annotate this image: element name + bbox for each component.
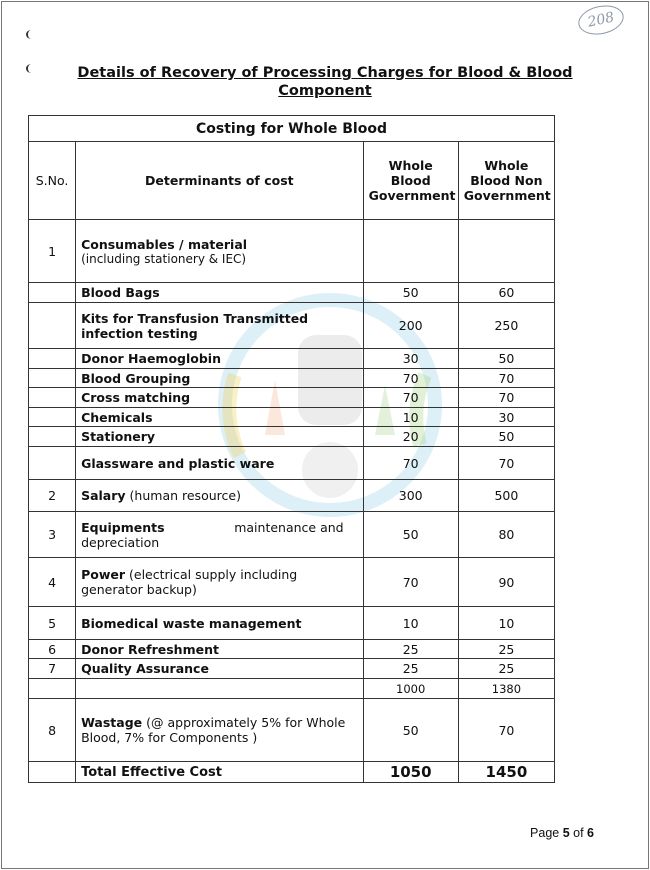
table-row: [29, 659, 555, 679]
row-gov-value: 20: [363, 427, 458, 447]
row-sno: 3: [29, 512, 76, 558]
row-label: Biomedical waste management: [76, 607, 364, 640]
row-gov-value: 70: [363, 369, 458, 388]
row-gov-value: 50: [363, 699, 458, 762]
table-title: Costing for Whole Blood: [29, 116, 555, 142]
row-sno: 8: [29, 699, 76, 762]
total-gov: 1050: [363, 762, 458, 783]
row-nongov-value: 10: [458, 607, 554, 640]
table-row: [29, 480, 555, 512]
row-label: Consumables / material (including stationery & IEC): [76, 220, 364, 283]
row-label: Salary (human resource): [76, 480, 364, 512]
row-nongov-value: 500: [458, 480, 554, 512]
table-row: [29, 303, 555, 349]
row-nongov-value: [458, 220, 554, 283]
row-label: Quality Assurance: [76, 659, 364, 679]
total-row: [29, 762, 555, 783]
row-gov-value: 50: [363, 512, 458, 558]
row-nongov-value: 70: [458, 699, 554, 762]
row-gov-value: 70: [363, 447, 458, 480]
row-label: Power (electrical supply including generator backup): [76, 558, 364, 607]
row-sno: 1: [29, 220, 76, 283]
row-sno: 6: [29, 640, 76, 659]
row-sno: 5: [29, 607, 76, 640]
row-label: Stationery: [76, 427, 364, 447]
row-nongov-value: 30: [458, 408, 554, 427]
header-determinants: Determinants of cost: [76, 142, 364, 220]
row-nongov-value: 50: [458, 427, 554, 447]
subtotal-gov: 1000: [363, 679, 458, 699]
row-label: Blood Bags: [76, 283, 364, 303]
table-row: [29, 220, 555, 283]
row-label: Equipments maintenance and depreciation: [76, 512, 364, 558]
row-sno: 7: [29, 659, 76, 679]
row-nongov-value: 90: [458, 558, 554, 607]
row-nongov-value: 50: [458, 349, 554, 369]
row-gov-value: 300: [363, 480, 458, 512]
row-nongov-value: 25: [458, 659, 554, 679]
table-row: [29, 427, 555, 447]
row-gov-value: 25: [363, 659, 458, 679]
handwritten-page-mark: 208: [576, 2, 627, 39]
row-gov-value: 30: [363, 349, 458, 369]
table-row: [29, 607, 555, 640]
table-header-row: [29, 142, 555, 220]
table-row: [29, 369, 555, 388]
table-row: [29, 558, 555, 607]
header-sno: S.No.: [29, 142, 76, 220]
row-gov-value: 25: [363, 640, 458, 659]
row-gov-value: 10: [363, 607, 458, 640]
subtotal-nongov: 1380: [458, 679, 554, 699]
table-title-row: [29, 116, 555, 142]
row-label: Wastage (@ approximately 5% for Whole Blood, 7% for Components ): [76, 699, 364, 762]
table-row: [29, 640, 555, 659]
table-row: [29, 447, 555, 480]
row-sno: 4: [29, 558, 76, 607]
header-government: Whole Blood Government: [363, 142, 458, 220]
subtotal-row: [29, 679, 555, 699]
row-nongov-value: 250: [458, 303, 554, 349]
row-sno: 2: [29, 480, 76, 512]
row-nongov-value: 80: [458, 512, 554, 558]
row-gov-value: 70: [363, 388, 458, 408]
row-label: Donor Haemoglobin: [76, 349, 364, 369]
row-label: Cross matching: [76, 388, 364, 408]
table-row: [29, 349, 555, 369]
row-label: Kits for Transfusion Transmitted infection testing: [76, 303, 364, 349]
table-row: [29, 283, 555, 303]
heading-line-1: Details of Recovery of Processing Charges for Blood & Blood: [77, 65, 573, 81]
total-label: Total Effective Cost: [76, 762, 364, 783]
row-gov-value: 50: [363, 283, 458, 303]
heading-line-2: Component: [278, 83, 372, 99]
document-heading: [40, 64, 610, 100]
row-nongov-value: 70: [458, 388, 554, 408]
header-non-government: Whole Blood Non Government: [458, 142, 554, 220]
row-label: Donor Refreshment: [76, 640, 364, 659]
table-row: [29, 699, 555, 762]
table-row: [29, 408, 555, 427]
row-label: Blood Grouping: [76, 369, 364, 388]
row-label: Glassware and plastic ware: [76, 447, 364, 480]
row-nongov-value: 70: [458, 369, 554, 388]
punch-hole-mark: [26, 30, 36, 39]
row-nongov-value: 70: [458, 447, 554, 480]
row-gov-value: [363, 220, 458, 283]
row-nongov-value: 60: [458, 283, 554, 303]
table-row: [29, 512, 555, 558]
row-gov-value: 70: [363, 558, 458, 607]
total-nongov: 1450: [458, 762, 554, 783]
row-gov-value: 200: [363, 303, 458, 349]
row-gov-value: 10: [363, 408, 458, 427]
table-row: [29, 388, 555, 408]
row-label: Chemicals: [76, 408, 364, 427]
row-nongov-value: 25: [458, 640, 554, 659]
page-number: Page 5 of 6: [530, 826, 594, 840]
costing-table: [28, 115, 555, 783]
punch-hole-mark: [26, 64, 36, 73]
